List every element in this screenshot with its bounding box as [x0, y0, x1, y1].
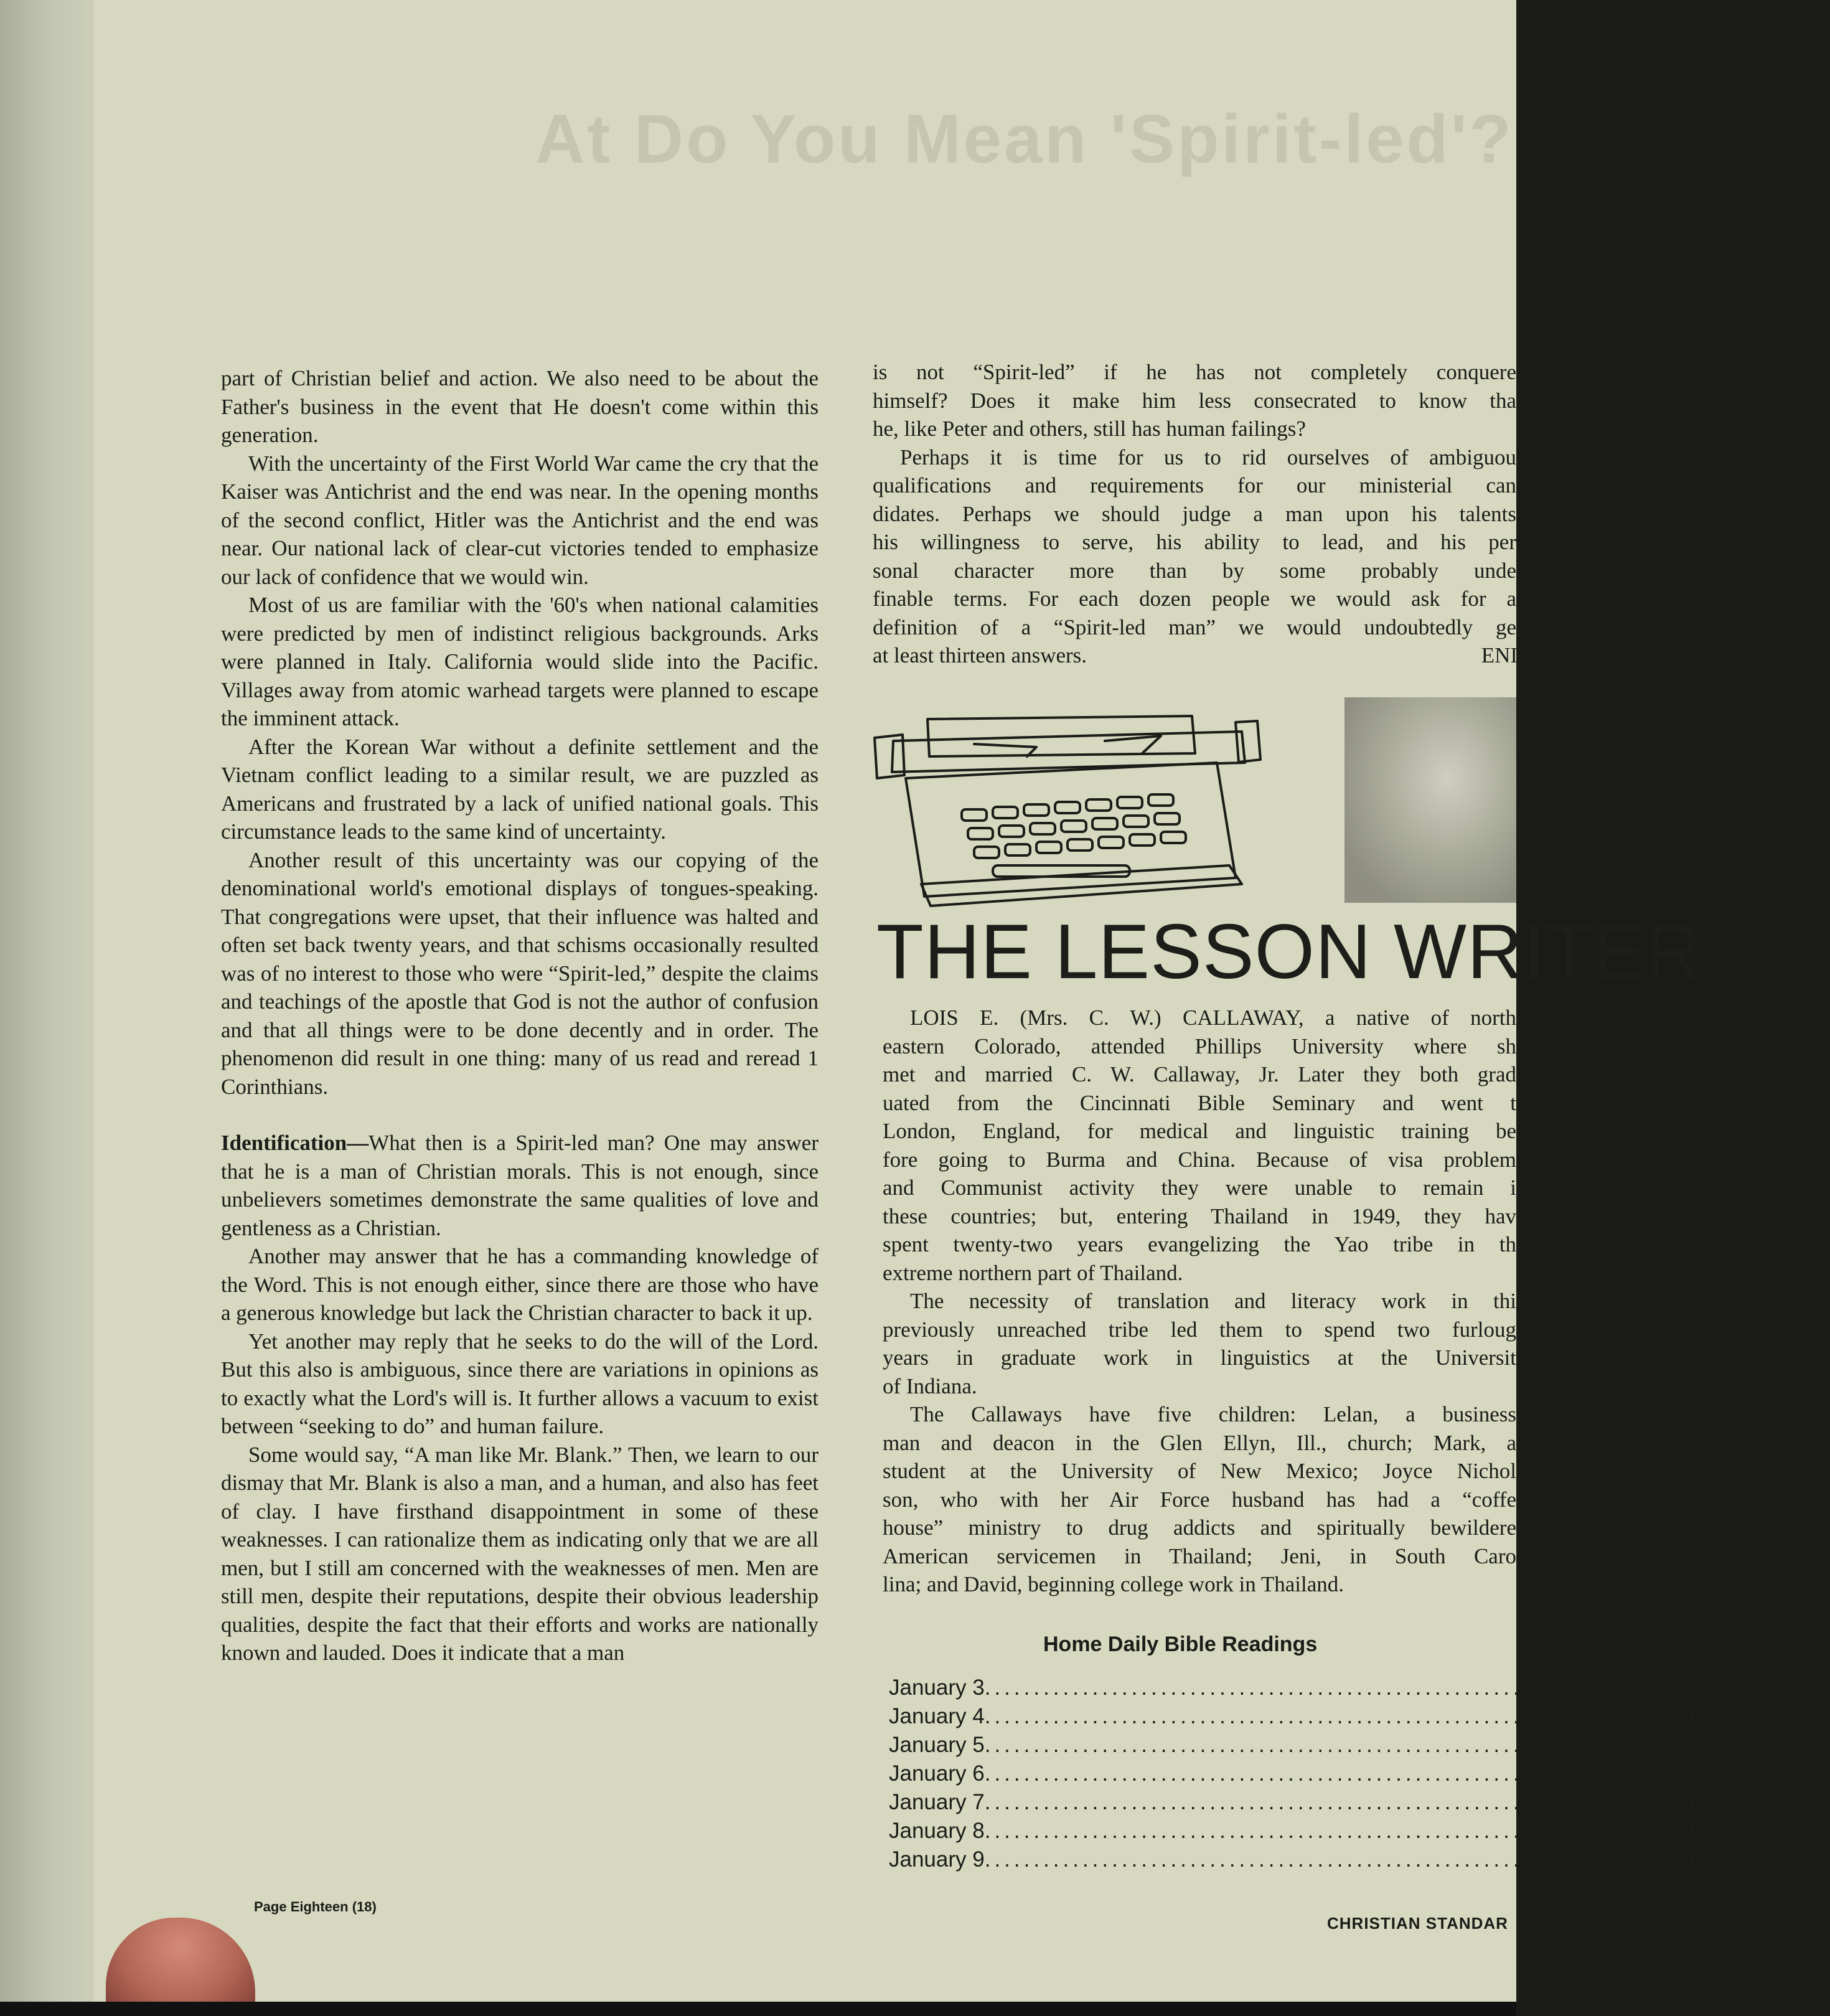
paragraph: part of Christian belief and action. We also need to be about the Father's business in the event that He doesn't come within this generation.: [221, 366, 819, 447]
text-line: man and deacon in the Glen Ellyn, Ill., church; Mark, a: [883, 1430, 1516, 1455]
reading-row: [889, 1788, 1830, 1817]
publication-name-footer: CHRISTIAN STANDAR: [1327, 1914, 1508, 1933]
text-line: his willingness to serve, his ability to lead, and his per: [873, 530, 1516, 554]
text-line: and Communist activity they were unable to remain i: [883, 1175, 1516, 1200]
typewriter-carriage: [892, 732, 1245, 772]
last-line-text: at least thirteen answers.: [873, 643, 1087, 667]
text-line: previously unreached tribe led them to spend two furloug: [883, 1317, 1516, 1342]
readings-list: [889, 1674, 1830, 1874]
paragraph: Yet another may reply that he seeks to do the will of the Lord. But this also is ambiguous, since there are variations in opinions as to exactly what the Lord's will is. It further allows a vacuum to exist between “seeking to do” and human failure.: [221, 1329, 819, 1438]
paragraph: After the Korean War without a definite settlement and the Vietnam conflict leading to a similar result, we are puzzled as Americans and frustrated by a lack of unified national goals. This circumstance leads to the same kind of uncertainty.: [221, 734, 819, 844]
text-line: qualifications and requirements for our ministerial can: [873, 473, 1516, 497]
dot-leader: [985, 1674, 1689, 1702]
identification-paragraph: [221, 1129, 819, 1242]
reading-ref: James 2:8-1: [1689, 1733, 1809, 1757]
typewriter-base: [921, 865, 1242, 906]
reading-date: January 7: [889, 1790, 985, 1814]
author-bio: [883, 1004, 1516, 1599]
dot-leader: [985, 1759, 1689, 1788]
text-line: is not “Spirit-led” if he has not completely conquere: [873, 360, 1516, 384]
paragraph: Some would say, “A man like Mr. Blank.” Then, we learn to our dismay that Mr. Blank is also a man, and a human, and also has feet of clay. I have firsthand disappointment in some of these weaknesses. I can rationalize them as indicating only that we are all men, but I still am concerned with the weaknesses of men. Men are still men, despite their reputations, despite their obvious leadership qualities, despite the fact that their efforts and works are nationally known and lauded. Does it indicate that a man: [221, 1442, 819, 1665]
reading-row: [889, 1759, 1825, 1788]
paragraph: Another may answer that he has a commanding knowledge of the Word. This is not enough either, since there are those who have a generous knowledge but lack the Christian character to back it up.: [221, 1244, 819, 1325]
text-line: LOIS E. (Mrs. C. W.) CALLAWAY, a native of north: [910, 1006, 1516, 1030]
paragraph: Most of us are familiar with the '60's when national calamities were predicted by men of indistinct religious backgrounds. Arks were planned in Italy. California would slide into the Pacific. Villages away from atomic warhead targets were planned to escape the imminent attack.: [221, 593, 819, 730]
text-line: [873, 641, 1516, 670]
reading-date: January 6: [889, 1761, 985, 1786]
text-line: definition of a “Spirit-led man” we would undoubtedly ge: [873, 615, 1516, 639]
text-line: Perhaps it is time for us to rid ourselves of ambiguou: [900, 445, 1516, 469]
dot-leader: [985, 1817, 1689, 1845]
text-line: he, like Peter and others, still has human failings?: [873, 417, 1306, 441]
paragraph: With the uncertainty of the First World War came the cry that the Kaiser was Antichrist and the end was near. In the opening months of the second conflict, Hitler was the Antichrist and the end was near. Our national lack of clear-cut victories tended to emphasize our lack of confidence that we would win.: [221, 451, 819, 589]
reading-row: [889, 1731, 1809, 1759]
text-line: The necessity of translation and literacy work in thi: [910, 1289, 1516, 1313]
typewriter-knob-right: [1236, 721, 1260, 762]
text-line: sonal character more than by some probably unde: [873, 558, 1516, 583]
text-line: London, England, for medical and linguistic training be: [883, 1119, 1516, 1143]
text-line: American servicemen in Thailand; Jeni, in South Caro: [883, 1543, 1516, 1568]
text-line: these countries; but, entering Thailand in 1949, they hav: [883, 1203, 1516, 1228]
lesson-writer-title: THE LESSON WRITER: [876, 909, 1702, 995]
text-line: years in graduate work in linguistics at the Universit: [883, 1345, 1516, 1370]
reading-row: [889, 1674, 1828, 1702]
dot-leader: [985, 1731, 1689, 1759]
text-line: met and married C. W. Callaway, Jr. Later they both grad: [883, 1062, 1516, 1086]
reading-date: January 8: [889, 1819, 985, 1843]
identification-heading: Identification—: [221, 1131, 369, 1155]
reading-ref: Psalm 103:6-1: [1689, 1790, 1830, 1814]
text-line: extreme northern part of Thailand.: [883, 1260, 1183, 1285]
text-line: house” ministry to drug addicts and spiritually bewildere: [883, 1515, 1516, 1540]
text-line: student at the University of New Mexico; Joyce Nichol: [883, 1459, 1516, 1483]
text-line: fore going to Burma and China. Because of visa problem: [883, 1147, 1516, 1172]
paragraph-text: What then is a Spirit-led man? One may answer that he is a man of Christian morals. This is not enough, since unbelievers sometimes demonstrate the same qualities of love and gentleness as a Christian.: [221, 1131, 819, 1240]
text-line: of Indiana.: [883, 1373, 977, 1398]
reading-date: January 9: [889, 1847, 985, 1872]
bottom-edge-shadow: [0, 2002, 1516, 2016]
text-line: uated from the Cincinnati Bible Seminary and went t: [883, 1090, 1516, 1115]
reading-date: January 4: [889, 1704, 985, 1728]
reading-ref: Matthew 9:9-1: [1689, 1675, 1828, 1700]
dot-leader: [985, 1788, 1689, 1817]
reading-date: January 3: [889, 1675, 985, 1700]
text-line: himself? Does it make him less consecrated to know tha: [873, 388, 1516, 413]
reading-ref: Romans 15:1-: [1689, 1704, 1826, 1728]
reading-row: [889, 1702, 1826, 1731]
text-line: The Callaways have five children: Lelan, a business: [910, 1402, 1516, 1426]
author-portrait-photo: [1344, 697, 1516, 903]
text-line: son, who with her Air Force husband has had a “coffe: [883, 1487, 1516, 1512]
reading-row: [889, 1817, 1804, 1845]
dot-leader: [985, 1702, 1689, 1731]
dot-leader: [985, 1845, 1689, 1874]
show-through-heading: At Do You Mean 'Spirit-led'?: [535, 101, 1514, 177]
text-line: finable terms. For each dozen people we would ask for a: [873, 586, 1516, 611]
text-line: didates. Perhaps we should judge a man upon his talents: [873, 501, 1516, 526]
paragraph: Another result of this uncertainty was our copying of the denominational world's emotional displays of tongues-speaking. That congregations were upset, that their influence was halted and often set back twenty years, and that schisms occasionally resulted was of no interest to those who were “Spirit-led,” despite the claims and teachings of the apostle that God is not the author of confusion and that all things were to be done decently and in order. The phenomenon did result in one thing: many of us read and reread 1 Corinthians.: [221, 847, 819, 1099]
right-text-column-top: [873, 358, 1516, 670]
reading-ref: Luke 7:36-5: [1689, 1819, 1804, 1843]
typewriter-keys: [962, 794, 1186, 877]
text-line: spent twenty-two years evangelizing the Yao tribe in th: [883, 1232, 1516, 1256]
reading-ref: Galatians 6:1-: [1689, 1761, 1825, 1786]
typewriter-illustration: [868, 697, 1372, 909]
left-text-column: [221, 364, 819, 1667]
reading-date: January 5: [889, 1733, 985, 1757]
reading-row: [889, 1845, 1817, 1874]
page-number-footer: Page Eighteen (18): [254, 1899, 377, 1915]
readings-title: Home Daily Bible Readings: [1043, 1632, 1318, 1656]
end-mark: ENI: [1481, 643, 1518, 667]
reading-ref: Luke 10:25-3: [1689, 1847, 1817, 1872]
text-line: lina; and David, beginning college work in Thailand.: [883, 1572, 1344, 1596]
text-line: eastern Colorado, attended Phillips University where sh: [883, 1034, 1516, 1058]
